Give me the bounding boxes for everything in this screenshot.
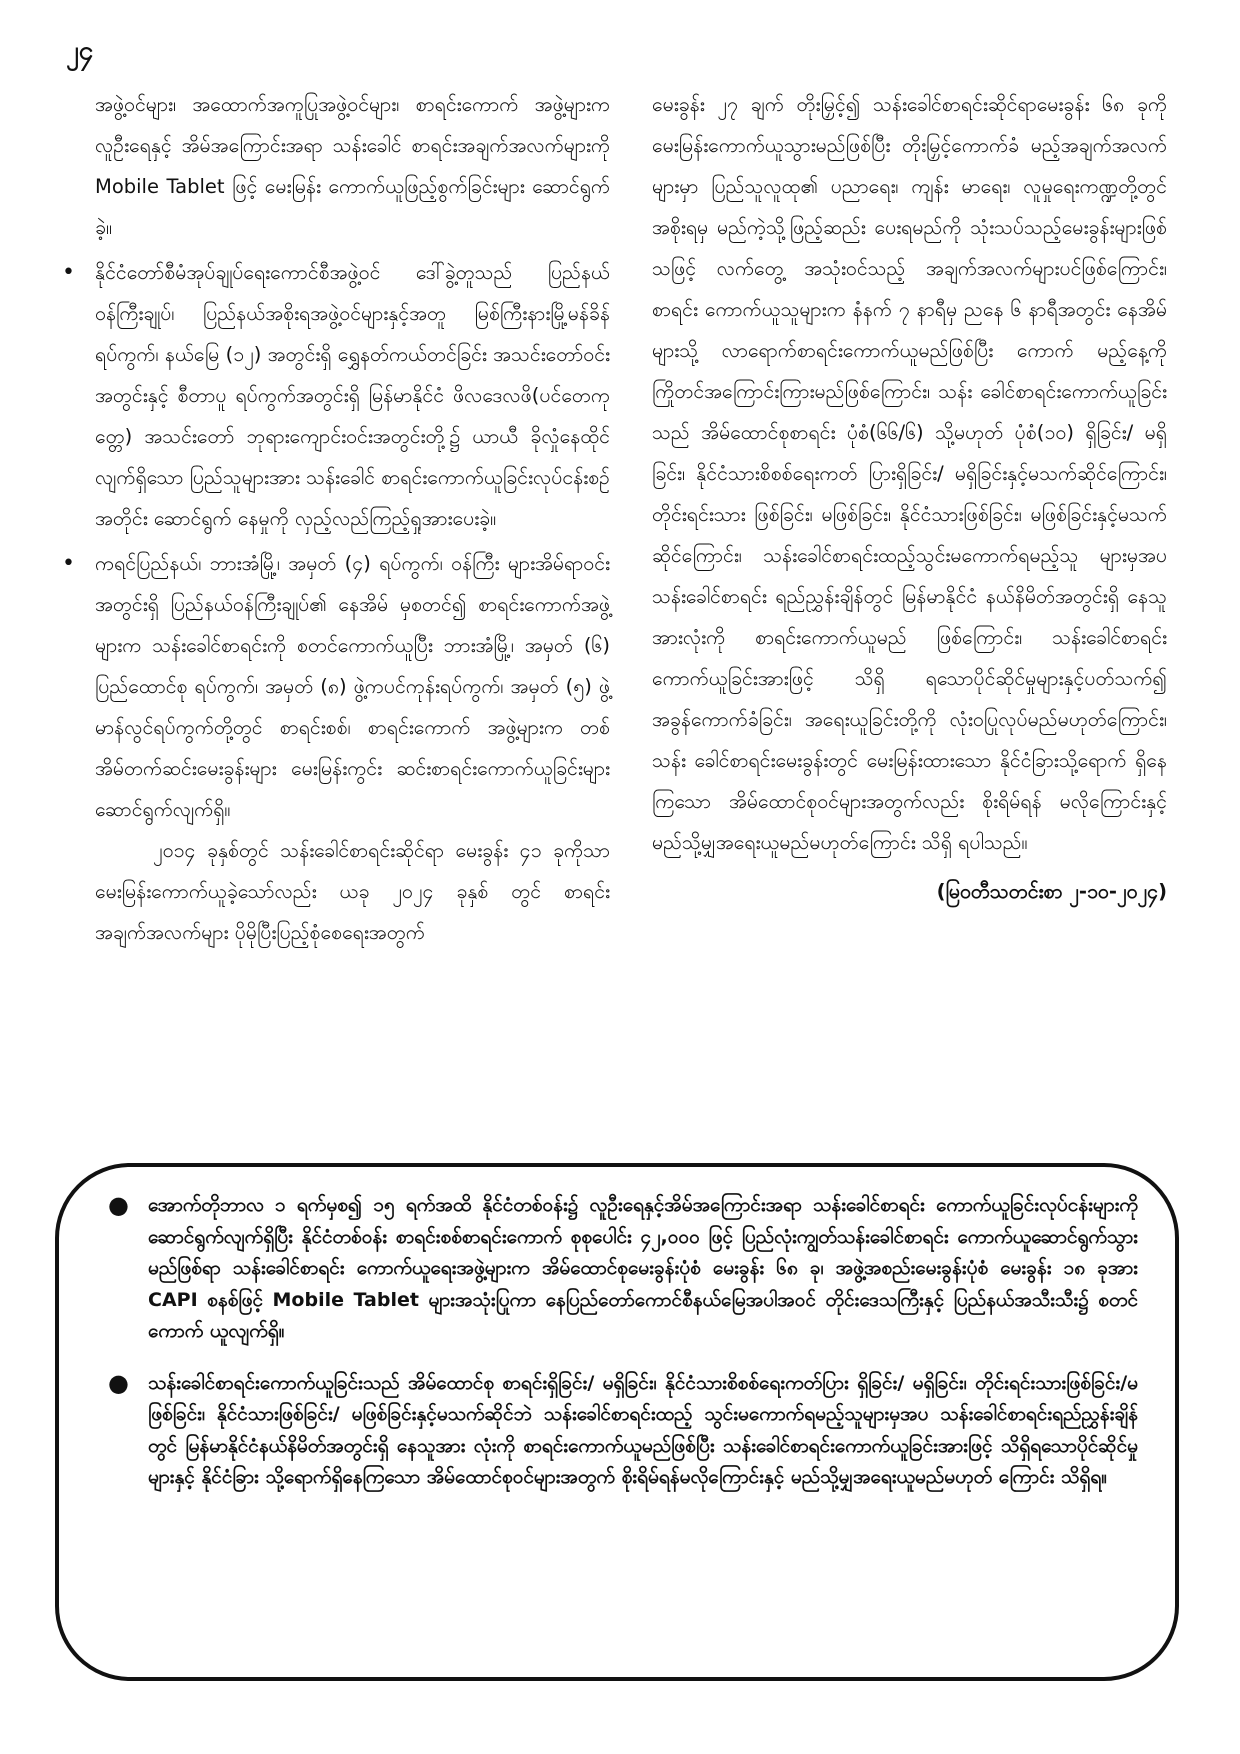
left-bullet-text-2: ကရင်ပြည်နယ်၊ ဘားအံမြို့၊ အမှတ် (၄) ရပ်ကွက်၊ ဝန်ကြီး များအိမ်ရာဝင်းအတွင်းရှိ ပြည်နယ်ဝန်ကြီးချုပ်၏ နေအိမ် မှစတင်၍ စာရင်းကောက်အဖွဲ့များက သန်းခေါင်စာရင်းကို စတင်ကောက်ယူပြီး ဘားအံမြို့၊ အမှတ် (၆) ပြည်ထောင်စု ရပ်ကွက်၊ အမှတ် (၈) ဖွဲ့ကပင်ကုန်းရပ်ကွက်၊ အမှတ် (၅) ဖွဲ့မာန်လွင်ရပ်ကွက်တို့တွင် စာရင်းစစ်၊ စာရင်းကောက် အဖွဲ့များက တစ်အိမ်တက်ဆင်းမေးခွန်းများ မေးမြန်းကွင်း ဆင်းစာရင်းကောက်ယူခြင်းများဆောင်ရွက်လျက်ရှိ။ (95, 552, 610, 821)
summary-bullet-item-2 (108, 1368, 1138, 1494)
left-bullet-text-1: နိုင်ငံတော်စီမံအုပ်ချုပ်ရေးကောင်စီအဖွဲ့ဝင် ဒေါ်ခွဲ့တူသည် ပြည်နယ်ဝန်ကြီးချုပ်၊ ပြည်နယ်အစိုးရအဖွဲ့ဝင်များနှင့်အတူ မြစ်ကြီးနားမြို့မန်ခိန်ရပ်ကွက်၊ နယ်မြေ (၁၂) အတွင်းရှိ ရွှေနတ်ကယ်တင်ခြင်း အသင်းတော်ဝင်းအတွင်းနှင့် စီတာပူ ရပ်ကွက်အတွင်းရှိ မြန်မာနိုင်ငံ ဖိလဒေလဖိ(ပင်တေကုတ္တေ) အသင်းတော် ဘုရားကျောင်းဝင်းအတွင်းတို့၌ ယာယီ ခိုလှုံနေထိုင်လျက်ရှိသော ပြည်သူများအား သန်းခေါင် စာရင်းကောက်ယူခြင်းလုပ်ငန်းစဉ်အတိုင်း ဆောင်ရွက် နေမှုကို လှည့်လည်ကြည့်ရှုအားပေးခဲ့။ (95, 261, 610, 530)
summary-box (108, 1190, 1138, 1494)
bullet-icon: • (62, 551, 75, 576)
right-column (652, 84, 1167, 912)
left-paragraph-2: ၂၀၁၄ ခုနှစ်တွင် သန်းခေါင်စာရင်းဆိုင်ရာ မေးခွန်း ၄၁ ခုကိုသာ မေးမြန်းကောက်ယူခဲ့သော်လည်း ယခု ၂၀၂၄ ခုနှစ် တွင် စာရင်းအချက်အလက်များ ပိုမိုပြီးပြည့်စုံစေရေးအတွက် (95, 839, 610, 944)
summary-bullet-item-1 (108, 1190, 1138, 1348)
bullet-icon: ● (108, 1368, 129, 1397)
left-paragraph-continued: အဖွဲ့ဝင်များ၊ အထောက်အကူပြုအဖွဲ့ဝင်များ၊ စာရင်းကောက် အဖွဲ့များက လူဦးရေနှင့် အိမ်အကြောင်းအရာ သန်းခေါင် စာရင်းအချက်အလက်များကို Mobile Tablet ဖြင့် မေးမြန်း ကောက်ယူဖြည့်စွက်ခြင်းများ ဆောင်ရွက်ခဲ့။ (95, 93, 610, 239)
page-number: ၂၄ (66, 36, 94, 66)
summary-bullet-text-2: သန်းခေါင်စာရင်းကောက်ယူခြင်းသည် အိမ်ထောင်စု စာရင်းရှိခြင်း/ မရှိခြင်း၊ နိုင်ငံသားစိစစ်ရေးကတ်ပြား ရှိခြင်း/ မရှိခြင်း၊ တိုင်းရင်းသားဖြစ်ခြင်း/မဖြစ်ခြင်း၊ နိုင်ငံသားဖြစ်ခြင်း/ မဖြစ်ခြင်းနှင့်မသက်ဆိုင်ဘဲ သန်းခေါင်စာရင်းထည့် သွင်းမကောက်ရမည့်သူများမှအပ သန်းခေါင်စာရင်းရည်ညွှန်းချိန်တွင် မြန်မာနိုင်ငံနယ်နိမိတ်အတွင်းရှိ နေသူအား လုံးကို စာရင်းကောက်ယူမည်ဖြစ်ပြီး သန်းခေါင်စာရင်းကောက်ယူခြင်းအားဖြင့် သိရှိရသောပိုင်ဆိုင်မှုများနှင့် နိုင်ငံခြား သို့ရောက်ရှိနေကြသော အိမ်ထောင်စုဝင်များအတွက် စိုးရိမ်ရန်မလိုကြောင်းနှင့် မည်သို့မျှအရေးယူမည်မဟုတ် ကြောင်း သိရှိရ။ (148, 1371, 1138, 1488)
source-citation: (မြဝတီသတင်းစာ ၂-၁၀-၂၀၂၄) (936, 880, 1167, 903)
right-paragraph-1: မေးခွန်း ၂၇ ချက် တိုးမြှင့်၍ သန်းခေါင်စာရင်းဆိုင်ရာမေးခွန်း ၆၈ ခုကို မေးမြန်းကောက်ယူသွားမည်ဖြစ်ပြီး တိုးမြှင့်ကောက်ခံ မည့်အချက်အလက်များမှာ ပြည်သူလူထု၏ ပညာရေး၊ ကျန်း မာရေး၊ လူမှုရေးကဏ္ဍတို့တွင် အစိုးရမှ မည်ကဲ့သို့ဖြည့်ဆည်း ပေးရမည်ကို သုံးသပ်သည့်မေးခွန်းများဖြစ်သဖြင့် လက်တွေ့ အသုံးဝင်သည့် အချက်အလက်များပင်ဖြစ်ကြောင်း၊ စာရင်း ကောက်ယူသူများက နံနက် ၇ နာရီမှ ညနေ ၆ နာရီအတွင်း နေအိမ်များသို့ လာရောက်စာရင်းကောက်ယူမည်ဖြစ်ပြီး ကောက် မည့်နေ့ကို ကြိုတင်အကြောင်းကြားမည်ဖြစ်ကြောင်း၊ သန်း ခေါင်စာရင်းကောက်ယူခြင်းသည် အိမ်ထောင်စုစာရင်း ပုံစံ(၆၆/၆) သို့မဟုတ် ပုံစံ(၁၀) ရှိခြင်း/ မရှိခြင်း၊ နိုင်ငံသားစိစစ်ရေးကတ် ပြားရှိခြင်း/ မရှိခြင်းနှင့်မသက်ဆိုင်ကြောင်း၊ တိုင်းရင်းသား ဖြစ်ခြင်း၊ မဖြစ်ခြင်း၊ နိုင်ငံသားဖြစ်ခြင်း၊ မဖြစ်ခြင်းနှင့်မသက် ဆိုင်ကြောင်း၊ သန်းခေါင်စာရင်းထည့်သွင်းမကောက်ရမည့်သူ များမှအပ သန်းခေါင်စာရင်း ရည်ညွှန်းချိန်တွင် မြန်မာနိုင်ငံ နယ်နိမိတ်အတွင်းရှိ နေသူအားလုံးကို စာရင်းကောက်ယူမည် ဖြစ်ကြောင်း၊ သန်းခေါင်စာရင်းကောက်ယူခြင်းအားဖြင့် သိရှိ ရသောပိုင်ဆိုင်မှုများနှင့်ပတ်သက်၍ အခွန်ကောက်ခံခြင်း၊ အရေးယူခြင်းတို့ကို လုံးဝပြုလုပ်မည်မဟုတ်ကြောင်း၊ သန်း ခေါင်စာရင်းမေးခွန်းတွင် မေးမြန်းထားသော နိုင်ငံခြားသို့ရောက် ရှိနေကြသော အိမ်ထောင်စုဝင်များအတွက်လည်း စိုးရိမ်ရန် မလိုကြောင်းနှင့် မည်သို့မျှအရေးယူမည်မဟုတ်ကြောင်း သိရှိ ရပါသည်။ (652, 93, 1167, 854)
left-column (62, 84, 610, 953)
left-bullet-item-2 (62, 543, 610, 830)
bullet-icon: ● (108, 1191, 129, 1219)
left-bullet-item-1 (62, 252, 610, 539)
bullet-icon: • (62, 260, 75, 285)
summary-bullet-text-1: အောက်တိုဘာလ ၁ ရက်မှစ၍ ၁၅ ရက်အထိ နိုင်ငံတစ်ဝန်း၌ လူဦးရေနှင့်အိမ်အကြောင်းအရာ သန်းခေါင်စာရင်း ကောက်ယူခြင်းလုပ်ငန်းများကို ဆောင်ရွက်လျက်ရှိပြီး နိုင်ငံတစ်ဝန်း စာရင်းစစ်စာရင်းကောက် စုစုပေါင်း ၄၂,၀၀၀ ဖြင့် ပြည်လုံးကျွတ်သန်းခေါင်စာရင်း ကောက်ယူဆောင်ရွက်သွားမည်ဖြစ်ရာ သန်းခေါင်စာရင်း ကောက်ယူရေးအဖွဲ့များက အိမ်ထောင်စုမေးခွန်းပုံစံ မေးခွန်း ၆၈ ခု၊ အဖွဲ့အစည်းမေးခွန်းပုံစံ မေးခွန်း ၁၈ ခုအား CAPI စနစ်ဖြင့် Mobile Tablet များအသုံးပြုကာ နေပြည်တော်ကောင်စီနယ်မြေအပါအဝင် တိုင်းဒေသကြီးနှင့် ပြည်နယ်အသီးသီး၌ စတင်ကောက် ယူလျက်ရှိ။ (148, 1194, 1138, 1342)
